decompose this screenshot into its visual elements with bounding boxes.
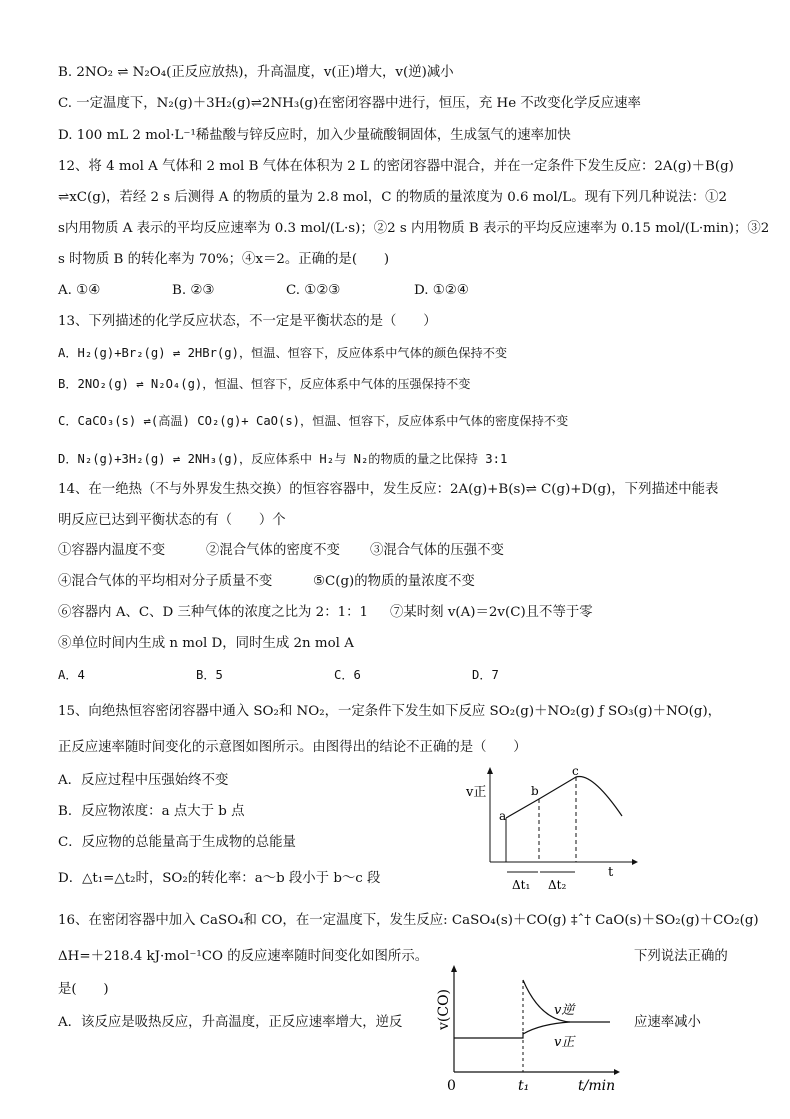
- q15-option-c: C．反应物的总能量高于生成物的总能量: [58, 835, 296, 850]
- q15-x-label: t: [608, 865, 614, 880]
- q13-option-a: A．H₂(g)+Br₂(g) ⇌ 2HBr(g)，恒温、恒容下，反应体系中气体的颜色保持不变: [58, 346, 508, 360]
- q15-stem-line1: 15、向绝热恒容密闭容器中通入 SO₂和 NO₂，一定条件下发生如下反应 SO₂(g)＋NO₂(g) ƒ SO₃(g)＋NO(g)，: [58, 704, 722, 719]
- q15-stem-line2: 正反应速率随时间变化的示意图如图所示。由图得出的结论不正确的是（ ）: [58, 740, 527, 755]
- q15-point-a: a: [499, 809, 507, 823]
- q16-stem-line2a: ΔH=＋218.4 kJ·mol⁻¹CO 的反应速率随时间变化如图所示。: [58, 949, 429, 964]
- q13-option-c: C．CaCO₃(s) ⇌(高温) CO₂(g)+ CaO(s)，恒温、恒容下，反应体系中气体的密度保持不变: [58, 414, 569, 428]
- q14-statement-6: ⑥容器内 A、C、D 三种气体的浓度之比为 2：1：1: [58, 605, 369, 620]
- q16-stem-line3: 是( ): [58, 982, 109, 997]
- q12-option-b: B. ②③: [172, 283, 215, 298]
- q14-statement-2: ②混合气体的密度不变: [206, 543, 340, 558]
- q12-option-a: A. ①④: [58, 283, 101, 298]
- q14-statement-3: ③混合气体的压强不变: [370, 543, 504, 558]
- q15-y-label: v正: [466, 785, 487, 800]
- q12-stem-line2: ⇌xC(g)，若经 2 s 后测得 A 的物质的量为 2.8 mol，C 的物质的量浓度为 0.6 mol/L。现有下列几种说法：①2: [58, 190, 728, 205]
- q16-option-a-right: 应速率减小: [634, 1015, 701, 1030]
- q15-y-arrow-icon: [487, 767, 493, 774]
- q14-option-d: D．7: [472, 668, 499, 682]
- q14-statement-5: ⑤C(g)的物质的量浓度不变: [313, 574, 475, 589]
- q13-option-d: D．N₂(g)+3H₂(g) ⇌ 2NH₃(g)，反应体系中 H₂与 N₂的物质的量之比保持 3:1: [58, 452, 508, 466]
- q16-initial-rate-line: [454, 1032, 523, 1038]
- q14-option-b: B．5: [196, 668, 223, 682]
- q16-origin: 0: [447, 1078, 456, 1094]
- q15-point-b: b: [531, 784, 539, 798]
- q16-x-arrow-icon: [614, 1069, 620, 1075]
- q16-t1-label: t₁: [518, 1078, 530, 1094]
- q15-x-arrow-icon: [632, 859, 638, 865]
- q15-rate-curve: [506, 776, 622, 818]
- q15-option-a: A．反应过程中压强始终不变: [58, 773, 229, 788]
- q14-statement-4: ④混合气体的平均相对分子质量不变: [58, 574, 273, 589]
- q11-option-c: C. 一定温度下，N₂(g)＋3H₂(g)⇌2NH₃(g)在密闭容器中进行，恒压，充 He 不改变化学反应速率: [58, 96, 641, 111]
- q14-statement-1: ①容器内温度不变: [58, 543, 166, 558]
- q16-v-forward-label: v正: [554, 1035, 575, 1050]
- q12-stem-line4: s 时物质 B 的转化率为 70%；④x＝2。正确的是( ): [58, 252, 390, 267]
- q12-stem-line3: s内用物质 A 表示的平均反应速率为 0.3 mol/(L·s)；②2 s 内用物质 B 表示的平均反应速率为 0.15 mol/(L·min)；③2: [58, 221, 770, 236]
- q13-stem: 13、下列描述的化学反应状态，不一定是平衡状态的是（ ）: [58, 314, 437, 329]
- q14-statement-7: ⑦某时刻 v(A)＝2v(C)且不等于零: [390, 605, 593, 620]
- q12-stem-line1: 12、将 4 mol A 气体和 2 mol B 气体在体积为 2 L 的密闭容器中混合，并在一定条件下发生反应：2A(g)＋B(g): [58, 159, 734, 174]
- q15-option-b: B．反应物浓度：a 点大于 b 点: [58, 804, 245, 819]
- q12-option-c: C. ①②③: [286, 283, 341, 298]
- q16-option-a-left: A．该反应是吸热反应，升高温度，正反应速率增大，逆反: [58, 1015, 403, 1030]
- q16-y-arrow-icon: [451, 965, 457, 972]
- q14-option-a: A．4: [58, 668, 85, 682]
- q14-stem-line1: 14、在一绝热（不与外界发生热交换）的恒容容器中，发生反应：2A(g)+B(s)⇌ C(g)+D(g)，下列描述中能表: [58, 482, 719, 497]
- q12-option-d: D. ①②④: [414, 283, 469, 298]
- q14-statement-8: ⑧单位时间内生成 n mol D，同时生成 2n mol A: [58, 636, 354, 651]
- q16-v-forward-curve: [523, 1022, 570, 1034]
- q11-option-d: D. 100 mL 2 mol·L⁻¹稀盐酸与锌反应时，加入少量硫酸铜固体，生成氢气的速率加快: [58, 128, 571, 143]
- q16-stem-line2b: 下列说法正确的: [634, 949, 728, 964]
- q11-option-b: B. 2NO₂ ⇌ N₂O₄(正反应放热)，升高温度，v(正)增大，v(逆)减小: [58, 65, 454, 80]
- q14-stem-line2: 明反应已达到平衡状态的有（ ）个: [58, 513, 286, 528]
- q14-option-c: C．6: [334, 668, 361, 682]
- q15-rate-graph: [462, 762, 642, 897]
- q16-v-reverse-label: v逆: [554, 1003, 575, 1018]
- q15-delta-t2: Δt₂: [548, 878, 567, 892]
- q16-stem-line1: 16、在密闭容器中加入 CaSO₄和 CO，在一定温度下，发生反应: CaSO₄(s)＋CO(g) ‡ˆ† CaO(s)＋SO₂(g)＋CO₂(g): [58, 913, 759, 928]
- q16-x-label: t/min: [578, 1078, 616, 1094]
- q15-point-c: c: [572, 764, 579, 778]
- q13-option-b: B．2NO₂(g) ⇌ N₂O₄(g)，恒温、恒容下，反应体系中气体的压强保持不变: [58, 377, 471, 391]
- q16-rate-graph: [430, 962, 626, 1094]
- q15-delta-t1: Δt₁: [512, 878, 531, 892]
- q16-y-label: v(CO): [436, 988, 452, 1030]
- q15-option-d: D．△t₁=△t₂时，SO₂的转化率：a～b 段小于 b～c 段: [58, 871, 381, 886]
